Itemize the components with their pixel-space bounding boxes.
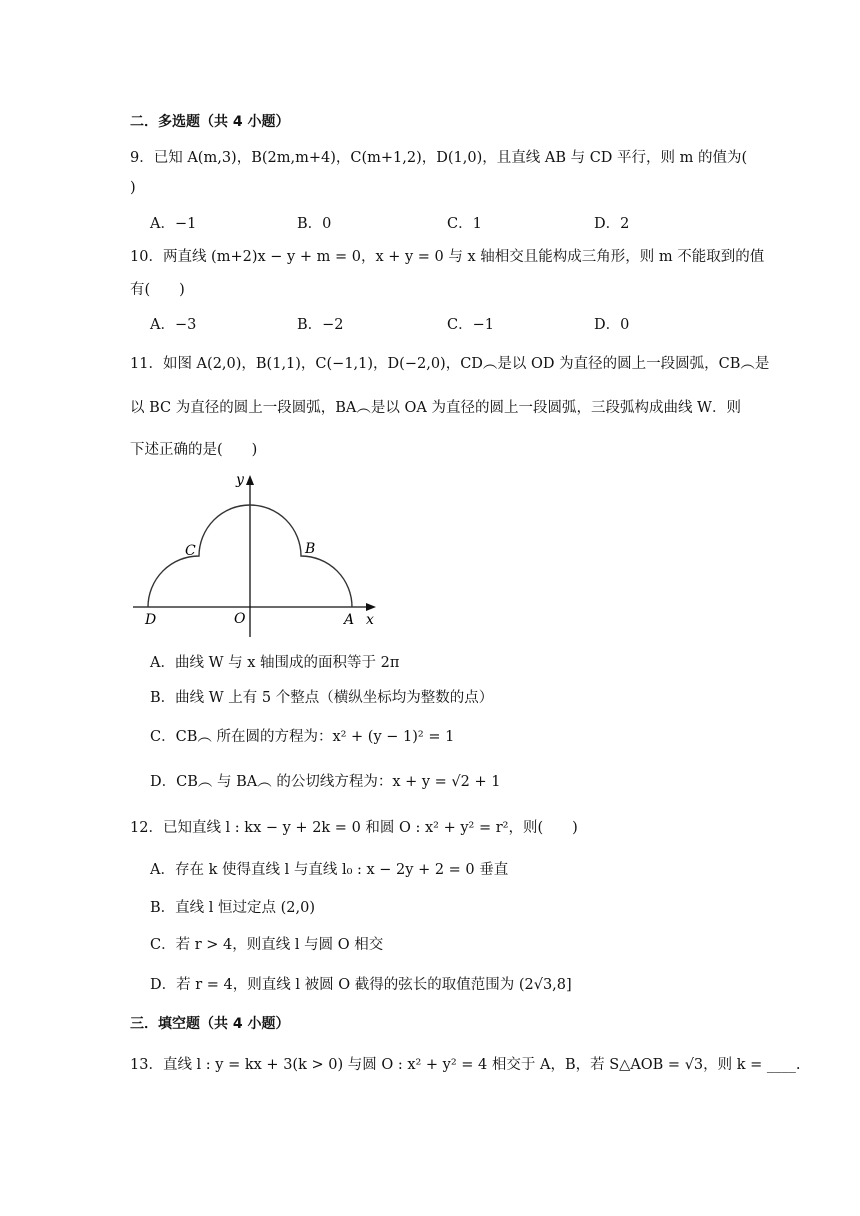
section-multi-choice-heading: 二．多选题（共 4 小题） [130, 114, 290, 130]
question-9-option-c: C．1 [447, 216, 482, 232]
question-10-option-a: A．−3 [150, 317, 197, 333]
question-11-text-cont2: 下述正确的是( ) [130, 442, 258, 458]
label-o: O [234, 611, 246, 627]
question-11-option-d: D．CB︵ 与 BA︵ 的公切线方程为：x + y = √2 + 1 [150, 774, 501, 790]
question-9-text: 9．已知 A(m,3)，B(2m,m+4)，C(m+1,2)，D(1,0)，且直线 AB 与 CD 平行，则 m 的值为( [130, 150, 748, 166]
question-9-text-cont: ) [130, 180, 136, 196]
label-d: D [145, 612, 157, 628]
question-9-option-d: D．2 [594, 216, 630, 232]
question-11-text-cont: 以 BC 为直径的圆上一段圆弧，BA︵是以 OA 为直径的圆上一段圆弧，三段弧构成曲线 W．则 [130, 400, 741, 416]
question-10-text-cont: 有( ) [130, 282, 185, 298]
question-13-text: 13．直线 l : y = kx + 3(k > 0) 与圆 O : x² + y² = 4 相交于 A，B，若 S△AOB = √3，则 k = ____. [130, 1057, 801, 1073]
question-11-option-c: C．CB︵ 所在圆的方程为：x² + (y − 1)² = 1 [150, 729, 455, 745]
curve-w-figure [128, 467, 388, 642]
question-12-text: 12．已知直线 l : kx − y + 2k = 0 和圆 O : x² + y² = r²，则( ) [130, 820, 578, 836]
question-12-option-a: A．存在 k 使得直线 l 与直线 l₀ : x − 2y + 2 = 0 垂直 [150, 862, 509, 878]
label-b: B [305, 541, 316, 557]
question-10-option-d: D．0 [594, 317, 630, 333]
question-12-option-b: B．直线 l 恒过定点 (2,0) [150, 900, 315, 916]
question-11-option-a: A．曲线 W 与 x 轴围成的面积等于 2π [150, 655, 400, 671]
y-axis-arrow [246, 475, 254, 485]
label-c: C [185, 543, 196, 559]
question-10-option-b: B．−2 [297, 317, 344, 333]
x-axis-arrow [366, 603, 376, 611]
question-12-option-c: C．若 r > 4，则直线 l 与圆 O 相交 [150, 937, 384, 953]
question-12-option-d: D．若 r = 4，则直线 l 被圆 O 截得的弦长的取值范围为 (2√3,8] [150, 977, 572, 993]
label-x: x [366, 612, 374, 628]
question-10-option-c: C．−1 [447, 317, 494, 333]
question-10-text: 10．两直线 (m+2)x − y + m = 0，x + y = 0 与 x 轴相交且能构成三角形，则 m 不能取到的值 [130, 249, 765, 265]
question-9-option-a: A．−1 [150, 216, 197, 232]
label-a: A [344, 612, 355, 628]
question-11-text: 11．如图 A(2,0)，B(1,1)，C(−1,1)，D(−2,0)，CD︵是以 OD 为直径的圆上一段圆弧，CB︵是 [130, 356, 770, 372]
question-9-option-b: B．0 [297, 216, 332, 232]
section-fill-blank-heading: 三．填空题（共 4 小题） [130, 1016, 290, 1032]
label-y: y [236, 472, 244, 488]
question-11-option-b: B．曲线 W 上有 5 个整点（横纵坐标均为整数的点） [150, 690, 494, 706]
